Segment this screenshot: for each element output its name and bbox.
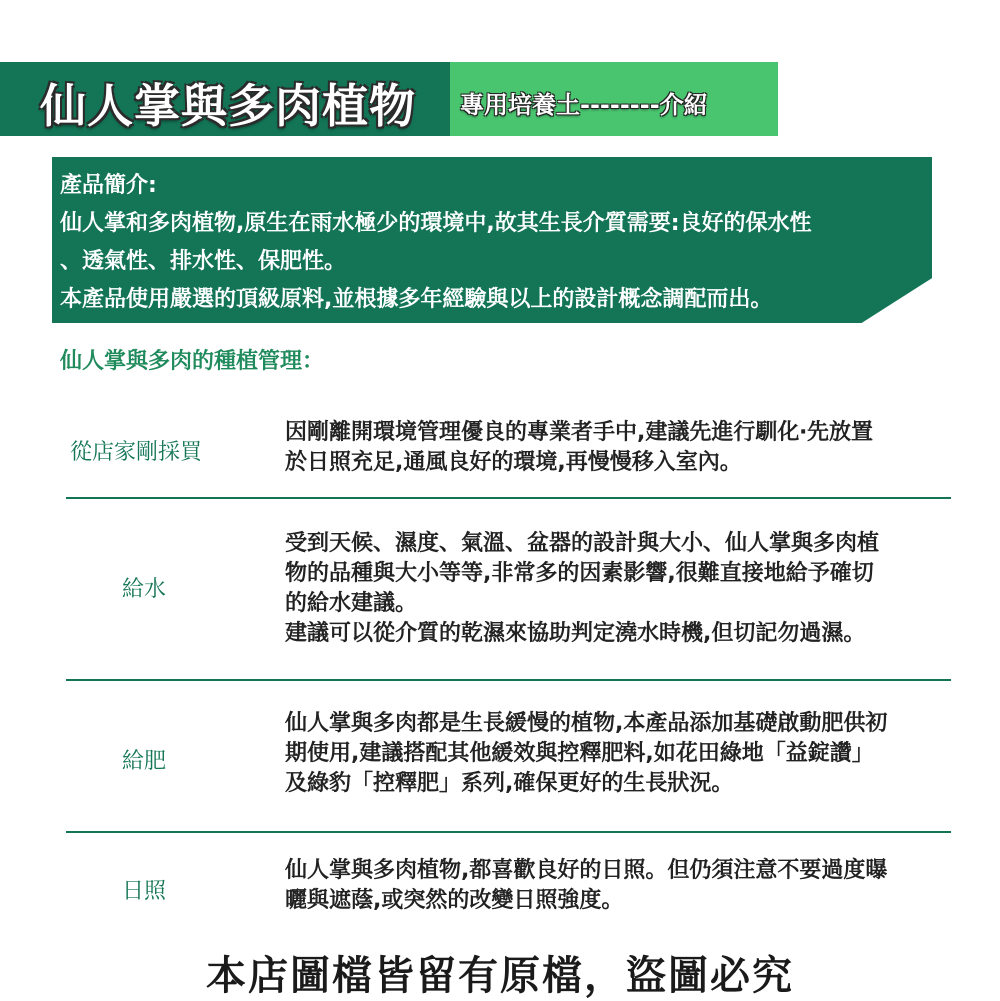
row-divider <box>66 679 951 681</box>
intro-heading: 產品簡介: <box>60 173 157 198</box>
row-description-watering <box>285 529 975 649</box>
section-heading: 仙人掌與多肉的種植管理： <box>60 349 325 374</box>
description-line: 的給水建議。 <box>285 591 418 616</box>
description-line: 於日照充足,通風良好的環境,再慢慢移入室內。 <box>285 450 742 475</box>
row-description-sunlight <box>285 856 975 916</box>
description-line: 仙人掌與多肉植物,都喜歡良好的日照。但仍須注意不要過度曝 <box>285 858 888 883</box>
intro-line: 仙人掌和多肉植物,原生在雨水極少的環境中,故其生長介質需要:良好的保水性 <box>60 211 812 236</box>
copyright-notice: 本店圖檔皆留有原檔，盜圖必究 <box>206 953 794 999</box>
description-line: 因剛離開環境管理優良的專業者手中,建議先進行馴化‧先放置 <box>285 420 874 445</box>
description-line: 受到天候、濕度、氣溫、盆器的設計與大小、仙人掌與多肉植 <box>285 531 880 556</box>
row-label-sunlight: 日照 <box>122 879 167 904</box>
description-line: 建議可以從介質的乾濕來協助判定澆水時機,但切記勿過濕。 <box>285 621 866 646</box>
row-divider <box>66 497 951 499</box>
description-line: 曬與遮蔭,或突然的改變日照強度。 <box>285 888 624 913</box>
row-label-watering: 給水 <box>122 577 167 602</box>
description-line: 期使用,建議搭配其他緩效與控釋肥料,如花田綠地「益錠讚」 <box>285 741 874 766</box>
row-description-fertilizer <box>285 709 975 799</box>
page-title: 仙人掌與多肉植物 <box>40 79 416 133</box>
row-label-fertilizer: 給肥 <box>122 749 167 774</box>
intro-line: 、透氣性、排水性、保肥性。 <box>60 249 347 274</box>
intro-text <box>60 167 926 319</box>
description-line: 物的品種與大小等等,非常多的因素影響,很難直接地給予確切 <box>285 561 874 586</box>
description-line: 及綠豹「控釋肥」系列,確保更好的生長狀況。 <box>285 771 734 796</box>
page-subtitle: 專用培養土--------介紹 <box>460 91 708 119</box>
row-label-purchase: 從店家剛採買 <box>70 440 203 465</box>
intro-line: 本產品使用嚴選的頂級原料,並根據多年經驗與以上的設計概念調配而出。 <box>60 287 773 312</box>
row-description-purchase <box>285 418 975 478</box>
row-divider <box>66 831 951 833</box>
description-line: 仙人掌與多肉都是生長緩慢的植物,本產品添加基礎啟動肥供初 <box>285 711 888 736</box>
